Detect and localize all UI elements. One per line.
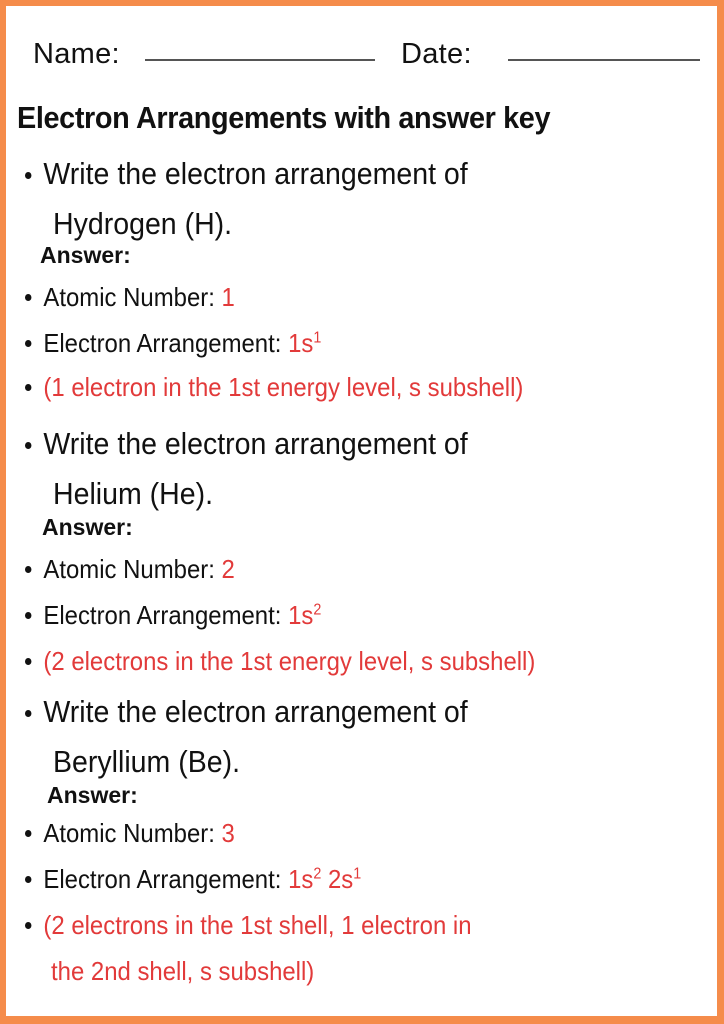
question-1-atomic-number: Atomic Number: 1 xyxy=(25,282,235,313)
question-1-prompt: Write the electron arrangement of xyxy=(25,156,468,192)
question-2-explanation: (2 electrons in the 1st energy level, s subshell) xyxy=(25,646,535,677)
question-2-answer-label: Answer: xyxy=(42,514,133,540)
question-1-arrangement: Electron Arrangement: $1s^1$ xyxy=(25,328,321,359)
date-field[interactable] xyxy=(508,59,700,61)
bullet-icon xyxy=(25,830,31,837)
bullet-icon xyxy=(25,340,31,347)
bullet-icon xyxy=(25,710,31,717)
bullet-icon xyxy=(25,876,31,883)
bullet-icon xyxy=(25,922,31,929)
arrangement-value: $1s^2$ $2s^1$ xyxy=(288,864,362,894)
arrangement-value: $1s^1$ xyxy=(288,328,322,358)
question-3-arrangement: Electron Arrangement: $1s^2$ $2s^1$ xyxy=(25,864,361,895)
question-3-explanation-cont: the 2nd shell, s subshell) xyxy=(51,956,315,986)
bullet-icon xyxy=(25,612,31,619)
bullet-icon xyxy=(25,294,31,301)
bullet-icon xyxy=(25,172,31,179)
bullet-icon xyxy=(25,658,31,665)
question-2-element: Helium (He). xyxy=(53,476,214,511)
atomic-number-value: 2 xyxy=(221,554,235,584)
bullet-icon xyxy=(25,384,31,391)
name-field[interactable] xyxy=(145,59,375,61)
question-3-explanation: (2 electrons in the 1st shell, 1 electron in xyxy=(25,910,472,941)
date-label: Date: xyxy=(401,38,472,70)
atomic-number-value: 3 xyxy=(221,818,235,848)
worksheet-title: Electron Arrangements with answer key xyxy=(17,100,551,135)
question-3-answer-label: Answer: xyxy=(47,782,138,808)
atomic-number-value: 1 xyxy=(221,282,235,312)
question-1-element: Hydrogen (H). xyxy=(53,206,233,241)
arrangement-value: $1s^2$ xyxy=(288,600,322,630)
question-2-prompt: Write the electron arrangement of xyxy=(25,426,468,462)
question-1-answer-label: Answer: xyxy=(40,242,131,268)
name-label: Name: xyxy=(33,38,120,70)
question-3-atomic-number: Atomic Number: 3 xyxy=(25,818,235,849)
question-3-element: Beryllium (Be). xyxy=(53,744,241,779)
question-2-arrangement: Electron Arrangement: $1s^2$ xyxy=(25,600,321,631)
question-2-atomic-number: Atomic Number: 2 xyxy=(25,554,235,585)
bullet-icon xyxy=(25,442,31,449)
bullet-icon xyxy=(25,566,31,573)
question-1-explanation: (1 electron in the 1st energy level, s subshell) xyxy=(25,372,523,403)
question-3-prompt: Write the electron arrangement of xyxy=(25,694,468,730)
